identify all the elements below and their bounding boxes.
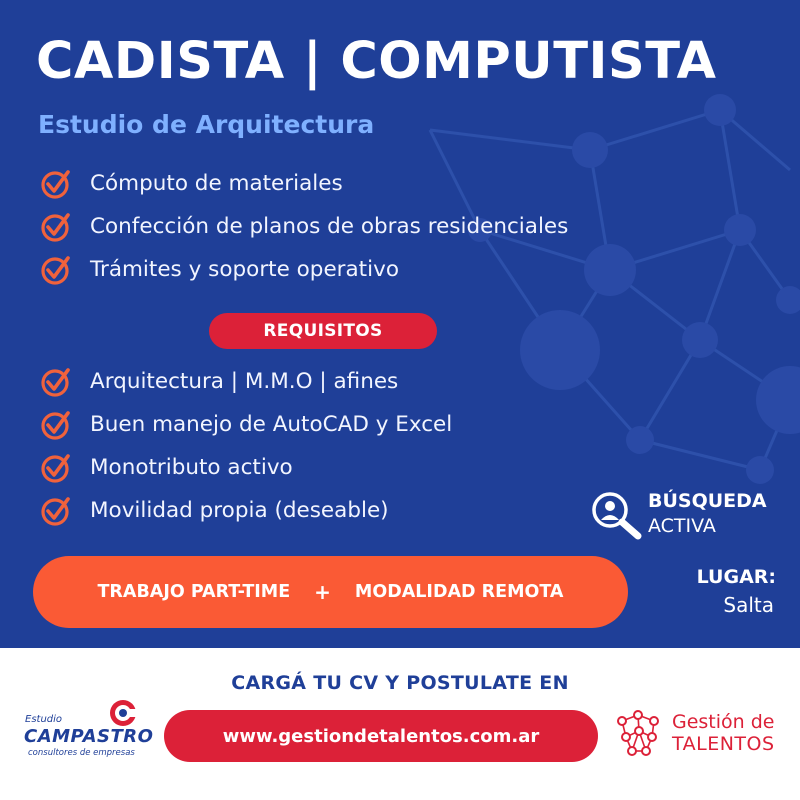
- campastro-logo: [18, 698, 154, 766]
- list-item: [40, 489, 452, 532]
- requirement-text: Arquitectura | M.M.O | afines: [90, 369, 399, 394]
- job-type-banner: [33, 556, 628, 628]
- list-item: [40, 248, 568, 291]
- requirements-badge: REQUISITOS: [209, 313, 437, 349]
- requirements-list: [40, 360, 452, 532]
- gestion-talentos-line1: Gestión de: [672, 711, 775, 733]
- task-text: Cómputo de materiales: [90, 171, 343, 196]
- list-item: [40, 403, 452, 446]
- location-value: Salta: [723, 593, 774, 617]
- job-modality: MODALIDAD REMOTA: [354, 582, 564, 602]
- campastro-estudio: Estudio: [25, 714, 63, 725]
- task-text: Confección de planos de obras residenciales: [90, 214, 569, 239]
- magnifier-person-icon: [588, 490, 644, 542]
- check-circle-icon: [40, 366, 72, 398]
- list-item: [40, 446, 452, 489]
- check-circle-icon: [40, 452, 72, 484]
- job-schedule: TRABAJO PART-TIME: [97, 582, 291, 602]
- campastro-tagline: consultores de empresas: [28, 748, 135, 758]
- search-status: [588, 490, 788, 540]
- check-circle-icon: [40, 211, 72, 243]
- campastro-logo-mark: [108, 698, 138, 728]
- apply-url-link[interactable]: www.gestiondetalentos.com.ar: [164, 710, 598, 762]
- tasks-list: [40, 162, 568, 291]
- network-logo-icon: [612, 707, 666, 761]
- search-status-line1: BÚSQUEDA: [648, 490, 767, 512]
- requirement-text: Monotributo activo: [90, 455, 293, 480]
- list-item: [40, 162, 568, 205]
- campastro-name: CAMPASTRO: [24, 726, 154, 747]
- subtitle: Estudio de Arquitectura: [38, 110, 375, 139]
- requirement-text: Buen manejo de AutoCAD y Excel: [90, 412, 453, 437]
- check-circle-icon: [40, 409, 72, 441]
- gestion-talentos-line2: TALENTOS: [672, 733, 775, 755]
- plus-sign: +: [314, 580, 331, 604]
- search-status-line2: ACTIVA: [648, 515, 716, 537]
- task-text: Trámites y soporte operativo: [90, 257, 399, 282]
- page-title: CADISTA | COMPUTISTA: [36, 32, 717, 91]
- requirement-text: Movilidad propia (deseable): [90, 498, 389, 523]
- check-circle-icon: [40, 168, 72, 200]
- check-circle-icon: [40, 254, 72, 286]
- list-item: [40, 360, 452, 403]
- list-item: [40, 205, 568, 248]
- cta-text: CARGÁ TU CV Y POSTULATE EN: [231, 672, 569, 694]
- check-circle-icon: [40, 495, 72, 527]
- location-label: LUGAR:: [696, 566, 776, 588]
- gestion-talentos-logo: [612, 705, 792, 765]
